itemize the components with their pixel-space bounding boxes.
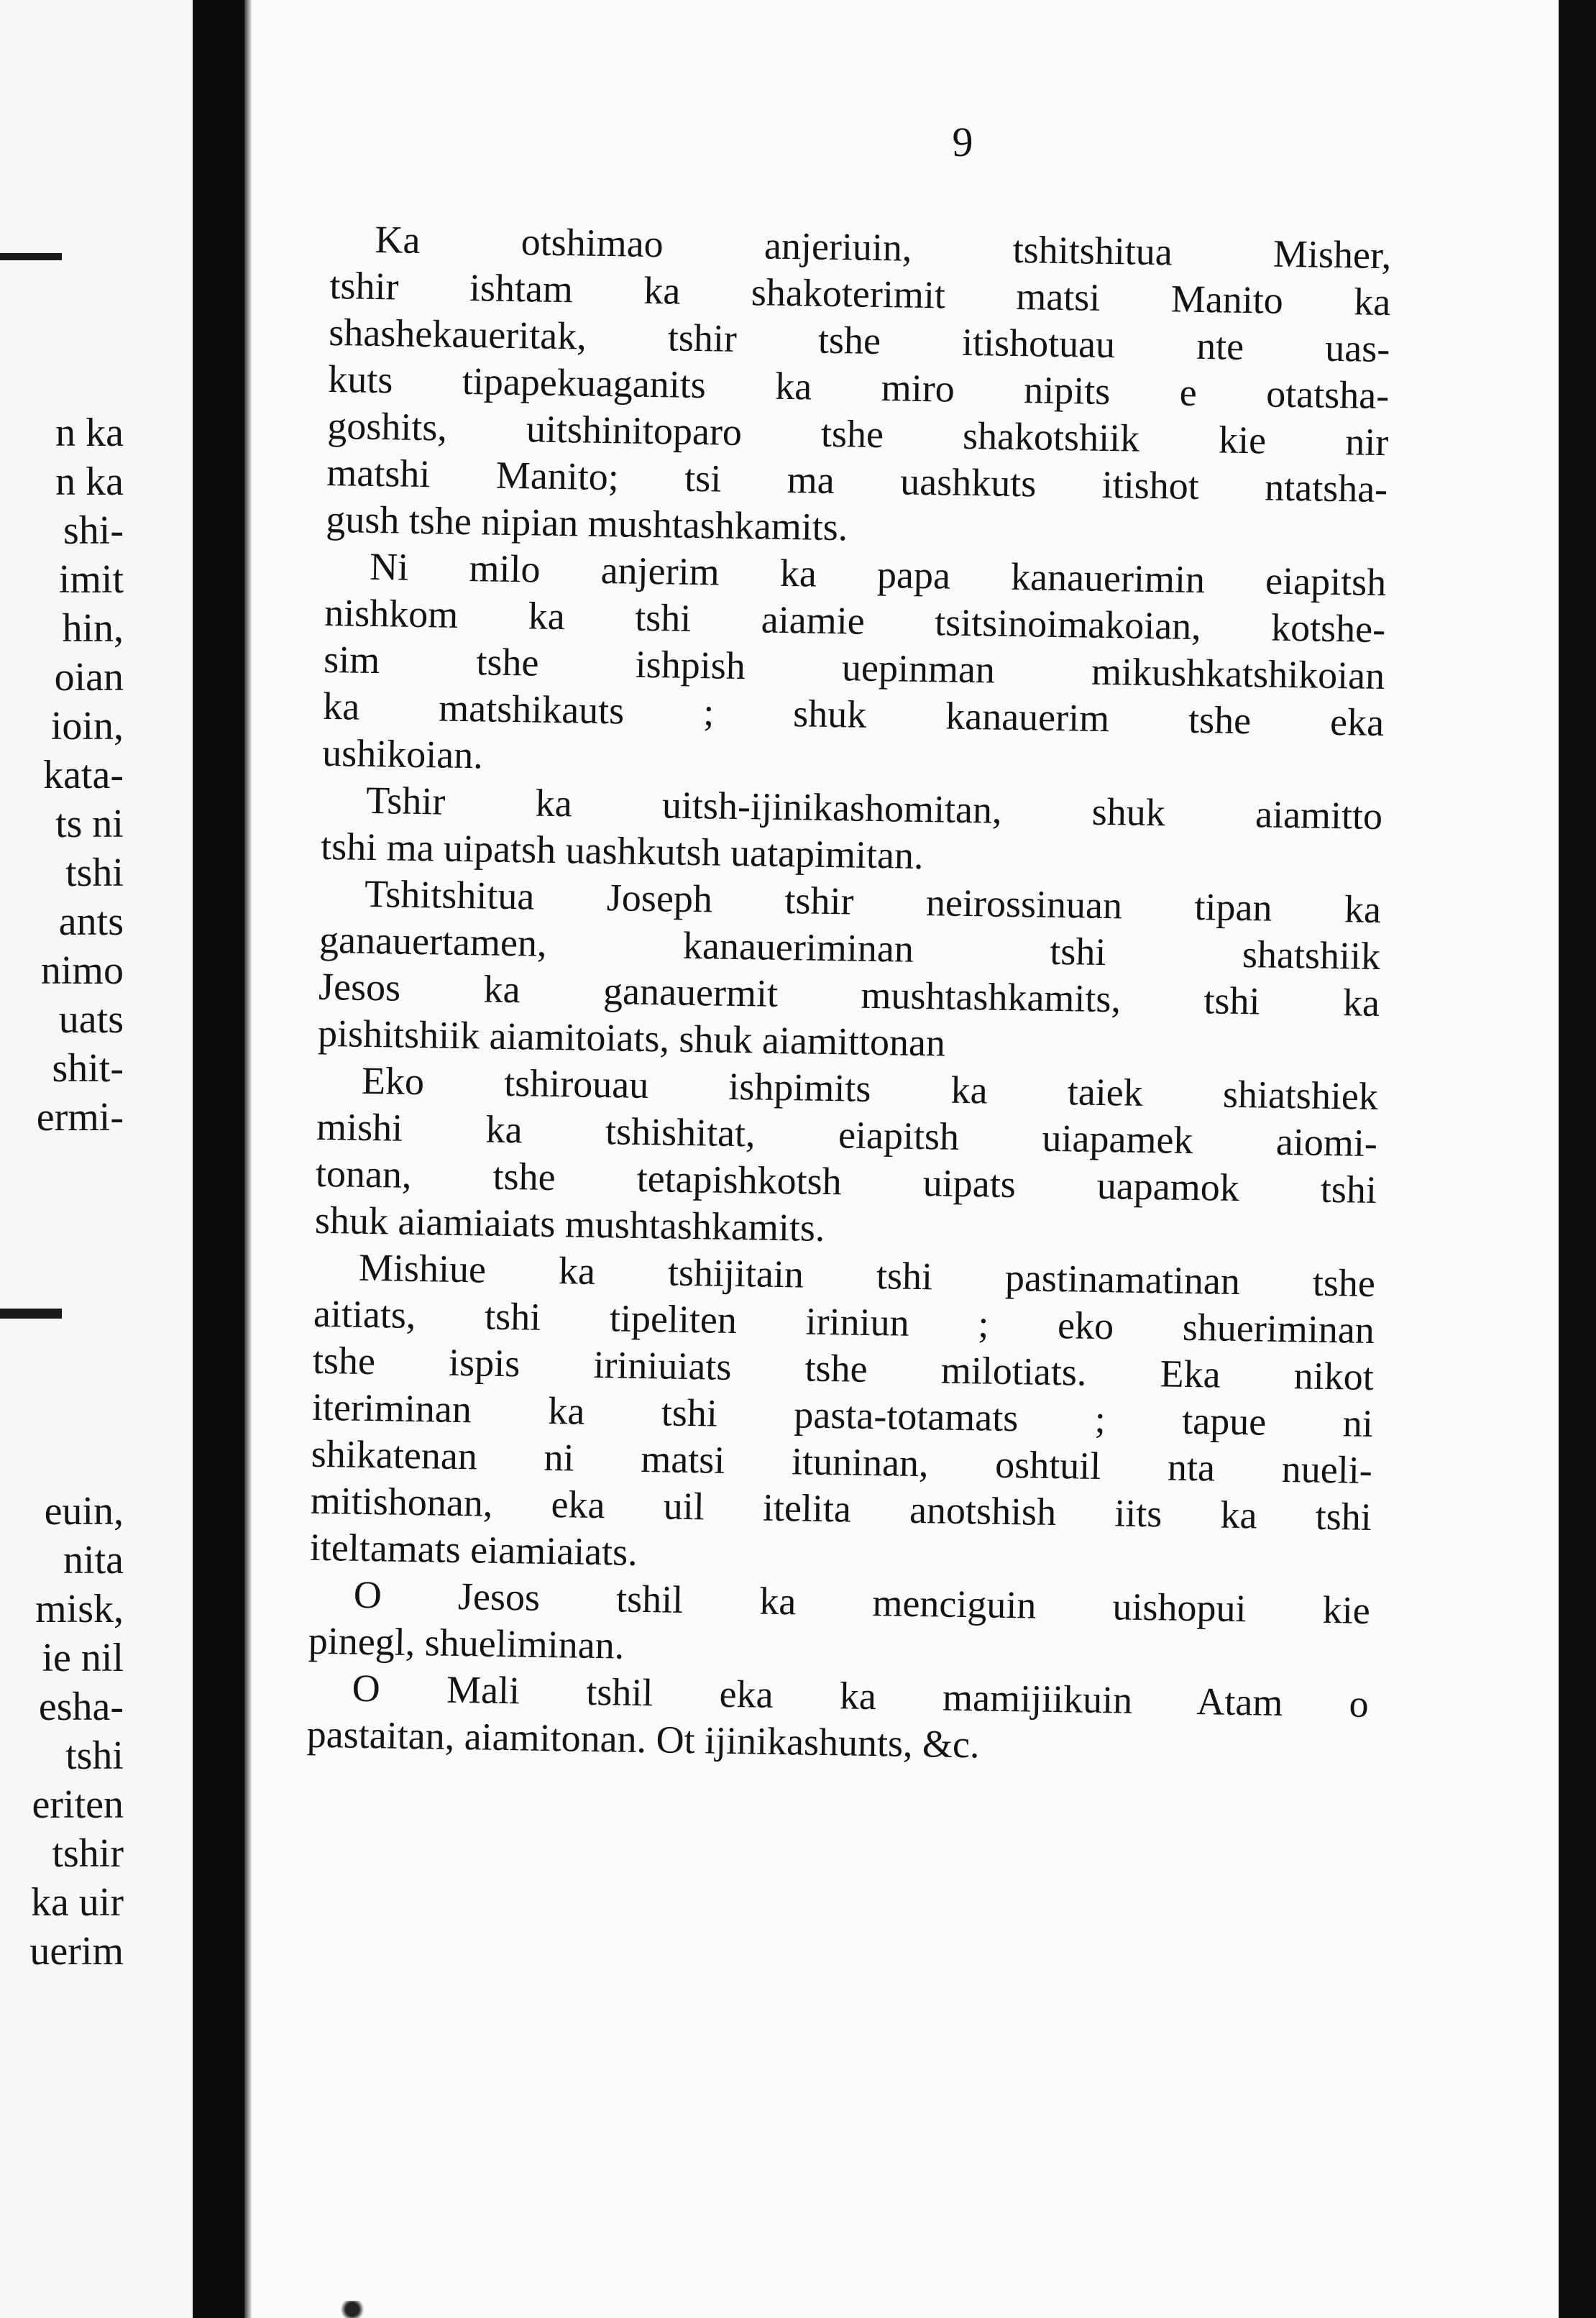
left-page-line: ermi-	[36, 1095, 124, 1140]
scan-speck	[338, 2301, 367, 2318]
left-page-line: nimo	[40, 948, 124, 993]
text-line: goshits, uitshinitoparo tshe shakotshiik kie nir	[326, 403, 1389, 464]
text-line: mitishonan, eka uil itelita anotshish iits ka tshi	[310, 1478, 1372, 1539]
left-page-line: hin,	[62, 606, 124, 651]
text-line: tonan, tshe tetapishkotsh uipats uapamok tshi	[315, 1151, 1377, 1212]
text-line: O Jesos tshil ka menciguin uishopui kie	[353, 1572, 1371, 1632]
left-page-line: uerim	[29, 1929, 124, 1974]
text-line: Jesos ka ganauermit mushtashkamits, tshi ka	[318, 964, 1380, 1025]
text-line: Tshitshitua Joseph tshir neirossinuan tipan ka	[364, 871, 1382, 932]
scan-border-right	[1559, 0, 1596, 2318]
left-page-line: n ka	[55, 411, 124, 455]
text-line: tshir ishtam ka shakoterimit matsi Manito ka	[329, 263, 1391, 324]
paragraph	[309, 1244, 1375, 1588]
text-line: tshi ma uipatsh uashkutsh uatapimitan.	[320, 824, 924, 878]
left-page-text-upper	[37, 408, 124, 1142]
text-line: Tshir ka uitsh-ijinikashomitan, shuk aiamitto	[365, 778, 1383, 838]
left-page-line: ie nil	[42, 1636, 124, 1680]
left-page-line: ts ni	[55, 802, 124, 846]
gutter-shadow	[244, 0, 252, 2318]
text-line: shuk aiamiaiats mushtashkamits.	[314, 1198, 825, 1250]
left-page-line: tshi	[65, 851, 124, 895]
paragraph	[322, 543, 1387, 793]
paragraph	[306, 1664, 1369, 1774]
text-line: pishitshiik aiamitoiats, shuk aiamittonan	[317, 1011, 946, 1065]
left-page-line: euin,	[44, 1489, 124, 1534]
text-line: pastaitan, aiamitonan. Ot ijinikashunts, &c.	[306, 1712, 981, 1767]
paragraph	[318, 870, 1382, 1073]
paragraph	[326, 216, 1392, 559]
left-page-fragment	[0, 0, 193, 2318]
left-page-line: shi-	[63, 508, 124, 553]
left-page-line: shit-	[52, 1046, 124, 1091]
paragraph	[321, 777, 1383, 887]
left-page-rule-top	[0, 253, 62, 260]
text-line: sim tshe ishpish uepinman mikushkatshikoian	[323, 637, 1385, 698]
text-line: iteriminan ka tshi pasta-totamats ; tapue ni	[311, 1385, 1374, 1445]
left-page-rule-middle	[0, 1309, 62, 1319]
left-page-line: tshi	[65, 1733, 124, 1778]
text-line: iteltamats eiamiaiats.	[309, 1525, 638, 1574]
text-line: ka matshikauts ; shuk kanauerim tshe eka	[322, 684, 1385, 745]
book-page	[252, 0, 1559, 2318]
left-page-line: ioin,	[50, 704, 124, 748]
left-page-line: kata-	[43, 753, 124, 797]
text-line: Mishiue ka tshijitain tshi pastinamatinan tshe	[358, 1245, 1376, 1305]
text-line: Ka otshimao anjeriuin, tshitshitua Misher,	[375, 217, 1392, 278]
page-number: 9	[952, 119, 973, 165]
text-line: ushikoian.	[321, 730, 484, 777]
text-line: gush tshe nipian mushtashkamits.	[325, 497, 848, 549]
text-line: matshi Manito; tsi ma uashkuts itishot ntatsha-	[326, 450, 1388, 511]
book-gutter	[193, 0, 244, 2318]
text-line: aitiats, tshi tipeliten iriniun ; eko shueriminan	[313, 1291, 1375, 1352]
paragraph	[308, 1571, 1370, 1681]
left-page-line: n ka	[55, 459, 124, 504]
text-line: ganauertamen, kanaueriminan tshi shatshiik	[318, 917, 1381, 979]
page-body-text	[306, 216, 1392, 1774]
text-line: O Mali tshil eka ka mamijiikuin Atam o	[352, 1666, 1370, 1726]
text-line: shikatenan ni matsi ituninan, oshtuil nta nueli-	[311, 1431, 1373, 1492]
left-page-line: oian	[54, 655, 124, 700]
left-page-line: ants	[58, 899, 124, 944]
text-line: mishi ka tshishitat, eiapitsh uiapamek aiomi-	[316, 1104, 1378, 1165]
paragraph	[315, 1057, 1379, 1260]
left-page-line: nita	[63, 1538, 124, 1582]
left-page-line: esha-	[38, 1685, 124, 1729]
left-page-line: eriten	[32, 1782, 124, 1827]
text-line: Eko tshirouau ishpimits ka taiek shiatshiek	[361, 1058, 1379, 1119]
left-page-line: tshir	[52, 1831, 124, 1876]
text-line: kuts tipapekuaganits ka miro nipits e otatsha-	[327, 357, 1390, 418]
text-line: nishkom ka tshi aiamie tsitsinoimakoian, kotshe-	[324, 590, 1386, 651]
left-page-line: misk,	[35, 1587, 124, 1631]
left-page-text-lower	[29, 1487, 124, 1976]
text-line: tshe ispis iriniuiats tshe milotiats. Eka nikot	[312, 1338, 1375, 1398]
text-line: pinegl, shueliminan.	[308, 1618, 625, 1667]
left-page-line: imit	[58, 557, 124, 602]
left-page-line: ka uir	[30, 1880, 124, 1925]
left-page-line: uats	[58, 997, 124, 1042]
text-line: shashekaueritak, tshir tshe itishotuau nte uas-	[328, 310, 1390, 371]
text-line: Ni milo anjerim ka papa kanauerimin eiapitsh	[369, 544, 1387, 605]
